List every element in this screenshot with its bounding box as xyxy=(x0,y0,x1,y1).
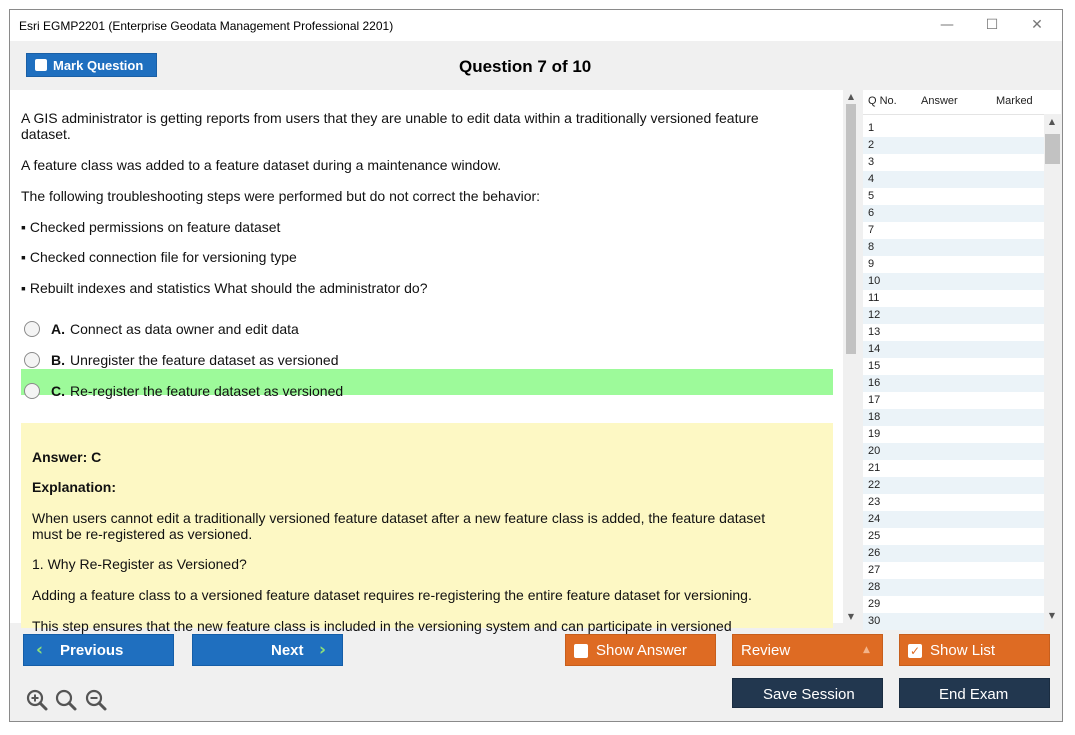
question-number: 14 xyxy=(868,343,881,355)
show-answer-button[interactable] xyxy=(565,634,716,666)
zoom-reset-icon[interactable] xyxy=(55,689,77,711)
next-button[interactable] xyxy=(192,634,343,666)
question-list-scrollbar[interactable] xyxy=(1044,114,1061,623)
end-exam-label: End Exam xyxy=(939,686,1009,703)
option-b-text: Unregister the feature dataset as versioned xyxy=(70,352,339,368)
option-a-letter: A. xyxy=(51,321,65,337)
previous-label: Previous xyxy=(60,642,124,659)
end-exam-button[interactable] xyxy=(899,678,1050,708)
show-answer-label: Show Answer xyxy=(596,642,687,659)
scroll-up-icon[interactable]: ▲ xyxy=(847,92,855,101)
question-text-line: The following troubleshooting steps were performed but do not correct the behavior: xyxy=(21,188,541,204)
question-number: 17 xyxy=(868,394,881,406)
question-list-row[interactable] xyxy=(863,341,1044,358)
question-list-row[interactable] xyxy=(863,324,1044,341)
question-number: 18 xyxy=(868,411,881,423)
question-number: 25 xyxy=(868,530,881,542)
question-number: 28 xyxy=(868,581,881,593)
option-b-letter: B. xyxy=(51,352,65,368)
question-number: 26 xyxy=(868,547,881,559)
marked-header: Marked xyxy=(996,95,1033,107)
chevron-left-icon: ‹ xyxy=(36,640,44,660)
question-list-row[interactable] xyxy=(863,239,1044,256)
question-content-pane[interactable] xyxy=(10,90,859,634)
option-c-text: Re-register the feature dataset as versioned xyxy=(70,383,344,399)
mark-question-checkbox[interactable] xyxy=(35,59,47,71)
window-title: Esri EGMP2201 (Enterprise Geodata Management Professional 2201) xyxy=(19,19,394,33)
question-number: 22 xyxy=(868,479,881,491)
question-list-row[interactable] xyxy=(863,545,1044,562)
question-list-row[interactable] xyxy=(863,256,1044,273)
show-list-button[interactable] xyxy=(899,634,1050,666)
question-number: 3 xyxy=(868,156,875,168)
question-number: 21 xyxy=(868,462,881,474)
question-list-row[interactable] xyxy=(863,307,1044,324)
zoom-out-icon[interactable] xyxy=(85,689,107,711)
explanation-line: must be re-registered as versioned. xyxy=(32,526,253,542)
question-number: 13 xyxy=(868,326,881,338)
question-list-row[interactable] xyxy=(863,392,1044,409)
troubleshooting-step: ▪ Checked connection file for versioning type xyxy=(21,249,297,265)
question-number: 4 xyxy=(868,173,875,185)
question-list-row[interactable] xyxy=(863,205,1044,222)
save-session-button[interactable] xyxy=(732,678,883,708)
minimize-button[interactable]: — xyxy=(940,17,954,33)
question-list-row[interactable] xyxy=(863,375,1044,392)
answer-label: Answer: C xyxy=(32,449,102,465)
question-number: 27 xyxy=(868,564,881,576)
question-list-panel[interactable] xyxy=(863,90,1061,627)
question-number: 6 xyxy=(868,207,875,219)
question-list-row[interactable] xyxy=(863,528,1044,545)
question-list-row[interactable] xyxy=(863,358,1044,375)
question-number: 12 xyxy=(868,309,881,321)
question-number: 2 xyxy=(868,139,875,151)
troubleshooting-step: ▪ Checked permissions on feature dataset xyxy=(21,219,281,235)
close-button[interactable]: ✕ xyxy=(1031,17,1043,33)
option-a-radio[interactable] xyxy=(24,321,40,337)
explanation-line: This step ensures that the new feature class is included in the versioning system and can participate in versioned xyxy=(32,618,732,634)
question-list-row[interactable] xyxy=(863,426,1044,443)
next-label: Next xyxy=(271,642,304,659)
qno-header: Q No. xyxy=(868,95,897,107)
list-scroll-thumb[interactable] xyxy=(1045,134,1060,164)
question-list-row[interactable] xyxy=(863,460,1044,477)
question-number: 15 xyxy=(868,360,881,372)
question-list-row[interactable] xyxy=(863,409,1044,426)
question-number: 20 xyxy=(868,445,881,457)
question-number: 16 xyxy=(868,377,881,389)
explanation-line: Adding a feature class to a versioned feature dataset requires re-registering the entire feature dataset for versioning. xyxy=(32,587,752,603)
question-number: 30 xyxy=(868,615,881,627)
question-title: Question 7 of 10 xyxy=(459,57,592,76)
question-list-row[interactable] xyxy=(863,494,1044,511)
question-list-row[interactable] xyxy=(863,579,1044,596)
previous-button[interactable] xyxy=(23,634,174,666)
option-a-text: Connect as data owner and edit data xyxy=(70,321,299,337)
question-list-row[interactable] xyxy=(863,613,1044,630)
troubleshooting-step: ▪ Rebuilt indexes and statistics What should the administrator do? xyxy=(21,280,428,296)
save-session-label: Save Session xyxy=(763,686,855,703)
content-scrollbar[interactable] xyxy=(843,90,859,623)
question-text-line: A GIS administrator is getting reports from users that they are unable to edit data within a traditionally versioned feature xyxy=(21,110,759,126)
content-scroll-thumb[interactable] xyxy=(846,104,856,354)
explanation-label: Explanation: xyxy=(32,479,117,495)
list-scroll-down-icon[interactable]: ▼ xyxy=(1048,611,1056,620)
dropdown-arrow-icon: ▲ xyxy=(863,645,870,655)
question-list-row[interactable] xyxy=(863,222,1044,239)
option-b-radio[interactable] xyxy=(24,352,40,368)
question-list-row[interactable] xyxy=(863,562,1044,579)
list-scroll-up-icon[interactable]: ▲ xyxy=(1048,117,1056,126)
show-list-checkbox[interactable]: ✓ xyxy=(909,644,921,658)
question-list-row[interactable] xyxy=(863,137,1044,154)
zoom-in-icon[interactable] xyxy=(26,689,48,711)
question-number: 1 xyxy=(868,122,875,134)
question-list-row[interactable] xyxy=(863,171,1044,188)
app-window xyxy=(9,9,1063,722)
question-number: 10 xyxy=(868,275,881,287)
review-dropdown[interactable] xyxy=(732,634,883,666)
option-c-letter: C. xyxy=(51,383,65,399)
question-list-row[interactable] xyxy=(863,290,1044,307)
question-list-header xyxy=(863,90,1061,115)
explanation-line: 1. Why Re-Register as Versioned? xyxy=(32,556,247,572)
scroll-down-icon[interactable]: ▼ xyxy=(847,612,855,621)
question-list-row[interactable] xyxy=(863,188,1044,205)
question-number: 23 xyxy=(868,496,881,508)
question-list-row[interactable] xyxy=(863,154,1044,171)
question-list-row[interactable] xyxy=(863,120,1044,137)
answer-header: Answer xyxy=(921,95,958,107)
question-list-row[interactable] xyxy=(863,443,1044,460)
title-bar xyxy=(10,10,1062,41)
question-list-row[interactable] xyxy=(863,511,1044,528)
question-number: 19 xyxy=(868,428,881,440)
review-label: Review xyxy=(741,642,791,659)
option-c-radio[interactable] xyxy=(24,383,40,399)
mark-question-button[interactable] xyxy=(26,53,157,77)
mark-question-label: Mark Question xyxy=(53,58,144,73)
question-number: 9 xyxy=(868,258,875,270)
question-list-row[interactable] xyxy=(863,273,1044,290)
question-text-line: A feature class was added to a feature dataset during a maintenance window. xyxy=(21,157,502,173)
question-number: 5 xyxy=(868,190,875,202)
question-number: 8 xyxy=(868,241,875,253)
question-list-row[interactable] xyxy=(863,477,1044,494)
question-number: 29 xyxy=(868,598,881,610)
chevron-right-icon: › xyxy=(319,640,327,660)
question-number: 7 xyxy=(868,224,875,236)
explanation-line: When users cannot edit a traditionally versioned feature dataset after a new feature class is added, the feature dataset xyxy=(32,510,766,526)
question-text-line: dataset. xyxy=(21,126,71,142)
question-list-row[interactable] xyxy=(863,596,1044,613)
maximize-button[interactable]: ☐ xyxy=(985,17,999,33)
question-number: 11 xyxy=(868,292,880,304)
show-list-label: Show List xyxy=(930,642,996,659)
show-answer-checkbox[interactable] xyxy=(574,644,588,658)
question-number: 24 xyxy=(868,513,881,525)
